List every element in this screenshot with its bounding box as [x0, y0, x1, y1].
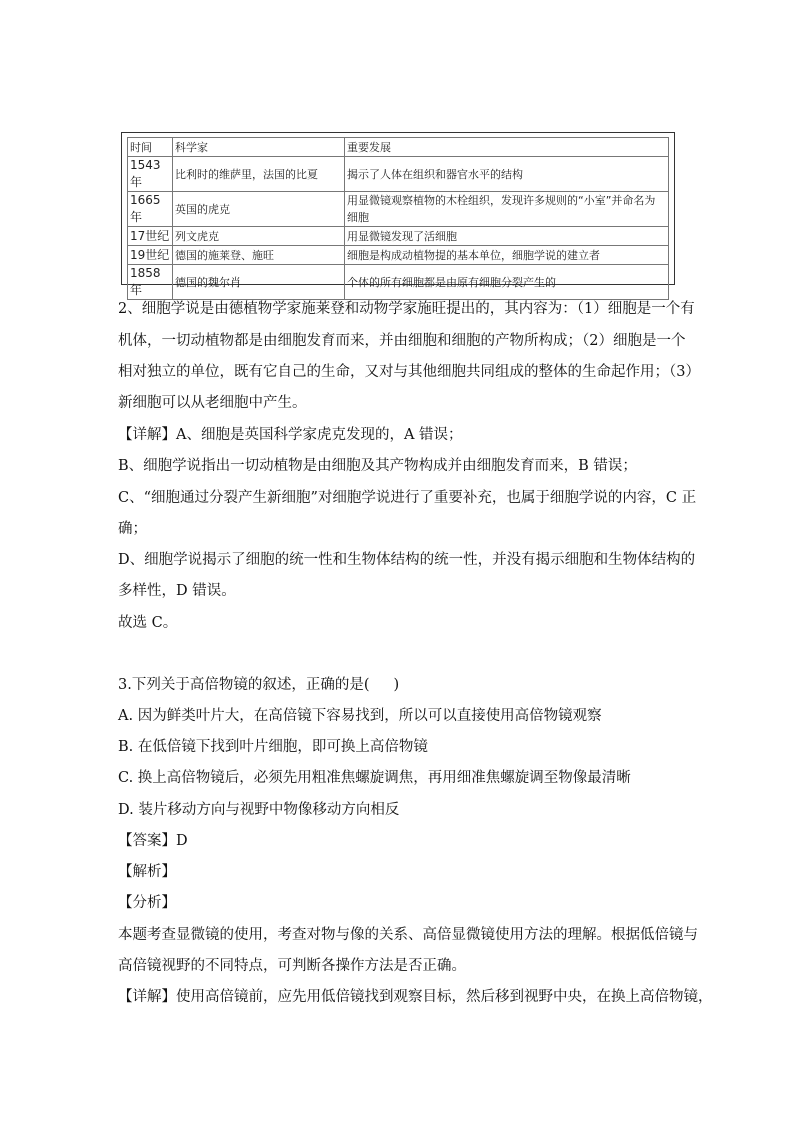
table-row [128, 265, 669, 300]
table-cell: 1665年 [128, 192, 173, 227]
option-a: A. 因为鲜类叶片大，在高倍镜下容易找到，所以可以直接使用高倍物镜观察 [118, 708, 602, 724]
fenxi-header: 【分析】 [118, 895, 176, 911]
history-table [127, 137, 669, 300]
table-cell: 用显微镜发现了活细胞 [345, 227, 669, 246]
text-line: 相对独立的单位，既有它自己的生命，又对与其他细胞共同组成的整体的生命起作用；（3） [118, 364, 700, 380]
table-cell: 列文虎克 [173, 227, 345, 246]
fenxi-line: 高倍镜视野的不同特点，可判断各操作方法是否正确。 [118, 958, 466, 974]
text-line: 多样性，D 错误。 [118, 583, 236, 599]
table-header-row [128, 138, 669, 157]
table-cell: 细胞是构成动植物提的基本单位，细胞学说的建立者 [345, 246, 669, 265]
table-row [128, 192, 669, 227]
answer-line: 【答案】D [118, 833, 188, 849]
table-row [128, 157, 669, 192]
option-d: D. 装片移动方向与视野中物像移动方向相反 [118, 802, 400, 818]
table-cell: 比利时的维萨里，法国的比夏 [173, 157, 345, 192]
question-stem [118, 675, 399, 695]
analysis-header: 【解析】 [118, 864, 176, 880]
text-line: 2、细胞学说是由德植物学家施莱登和动物学家施旺提出的，其内容为：（1）细胞是一个有 [118, 301, 695, 317]
table-row [128, 227, 669, 246]
option-c: C. 换上高倍物镜后，必须先用粗准焦螺旋调焦，再用细准焦螺旋调至物像最清晰 [118, 770, 631, 786]
detail-line: 【详解】使用高倍镜前，应先用低倍镜找到观察目标，然后移到视野中央，在换上高倍物镜， [118, 989, 713, 1005]
question-stem-prefix: 3.下列关于高倍物镜的叙述，正确的是( [118, 677, 370, 693]
text-line: D、细胞学说揭示了细胞的统一性和生物体结构的统一性，并没有揭示细胞和生物体结构的 [118, 552, 696, 568]
option-b: B. 在低倍镜下找到叶片细胞，即可换上高倍物镜 [118, 739, 428, 755]
text-line: 机体，一切动植物都是由细胞发育而来，并由细胞和细胞的产物所构成；（2）细胞是一个 [118, 333, 686, 349]
header-cell-development: 重要发展 [345, 138, 669, 157]
text-line: 确； [118, 521, 147, 537]
table-cell: 个体的所有细胞都是由原有细胞分裂产生的 [345, 265, 669, 300]
header-cell-scientist: 科学家 [173, 138, 345, 157]
detail-line: 【详解】A、细胞是英国科学家虎克发现的，A 错误； [118, 427, 463, 443]
conclusion-line: 故选 C。 [118, 615, 178, 631]
table-cell: 17世纪 [128, 227, 173, 246]
text-line: B、细胞学说指出一切动植物是由细胞及其产物构成并由细胞发育而来，B 错误； [118, 458, 637, 474]
text-line: 新细胞可以从老细胞中产生。 [118, 395, 307, 411]
header-cell-time: 时间 [128, 138, 173, 157]
table-cell: 1858年 [128, 265, 173, 300]
history-table-frame [121, 132, 675, 297]
text-line: C、“细胞通过分裂产生新细胞”对细胞学说进行了重要补充，也属于细胞学说的内容，C 正 [118, 490, 697, 506]
table-cell: 揭示了人体在组织和器官水平的结构 [345, 157, 669, 192]
table-cell: 1543年 [128, 157, 173, 192]
table-cell: 英国的虎克 [173, 192, 345, 227]
table-cell: 19世纪 [128, 246, 173, 265]
fenxi-line: 本题考查显微镜的使用，考查对物与像的关系、高倍显微镜使用方法的理解。根据低倍镜与 [118, 927, 698, 943]
question-stem-suffix: ) [393, 677, 400, 693]
table-cell: 用显微镜观察植物的木栓组织，发现许多规则的“小室”并命名为细胞 [345, 192, 669, 227]
table-row [128, 246, 669, 265]
table-cell: 德国的魏尔肖 [173, 265, 345, 300]
table-cell: 德国的施莱登、施旺 [173, 246, 345, 265]
